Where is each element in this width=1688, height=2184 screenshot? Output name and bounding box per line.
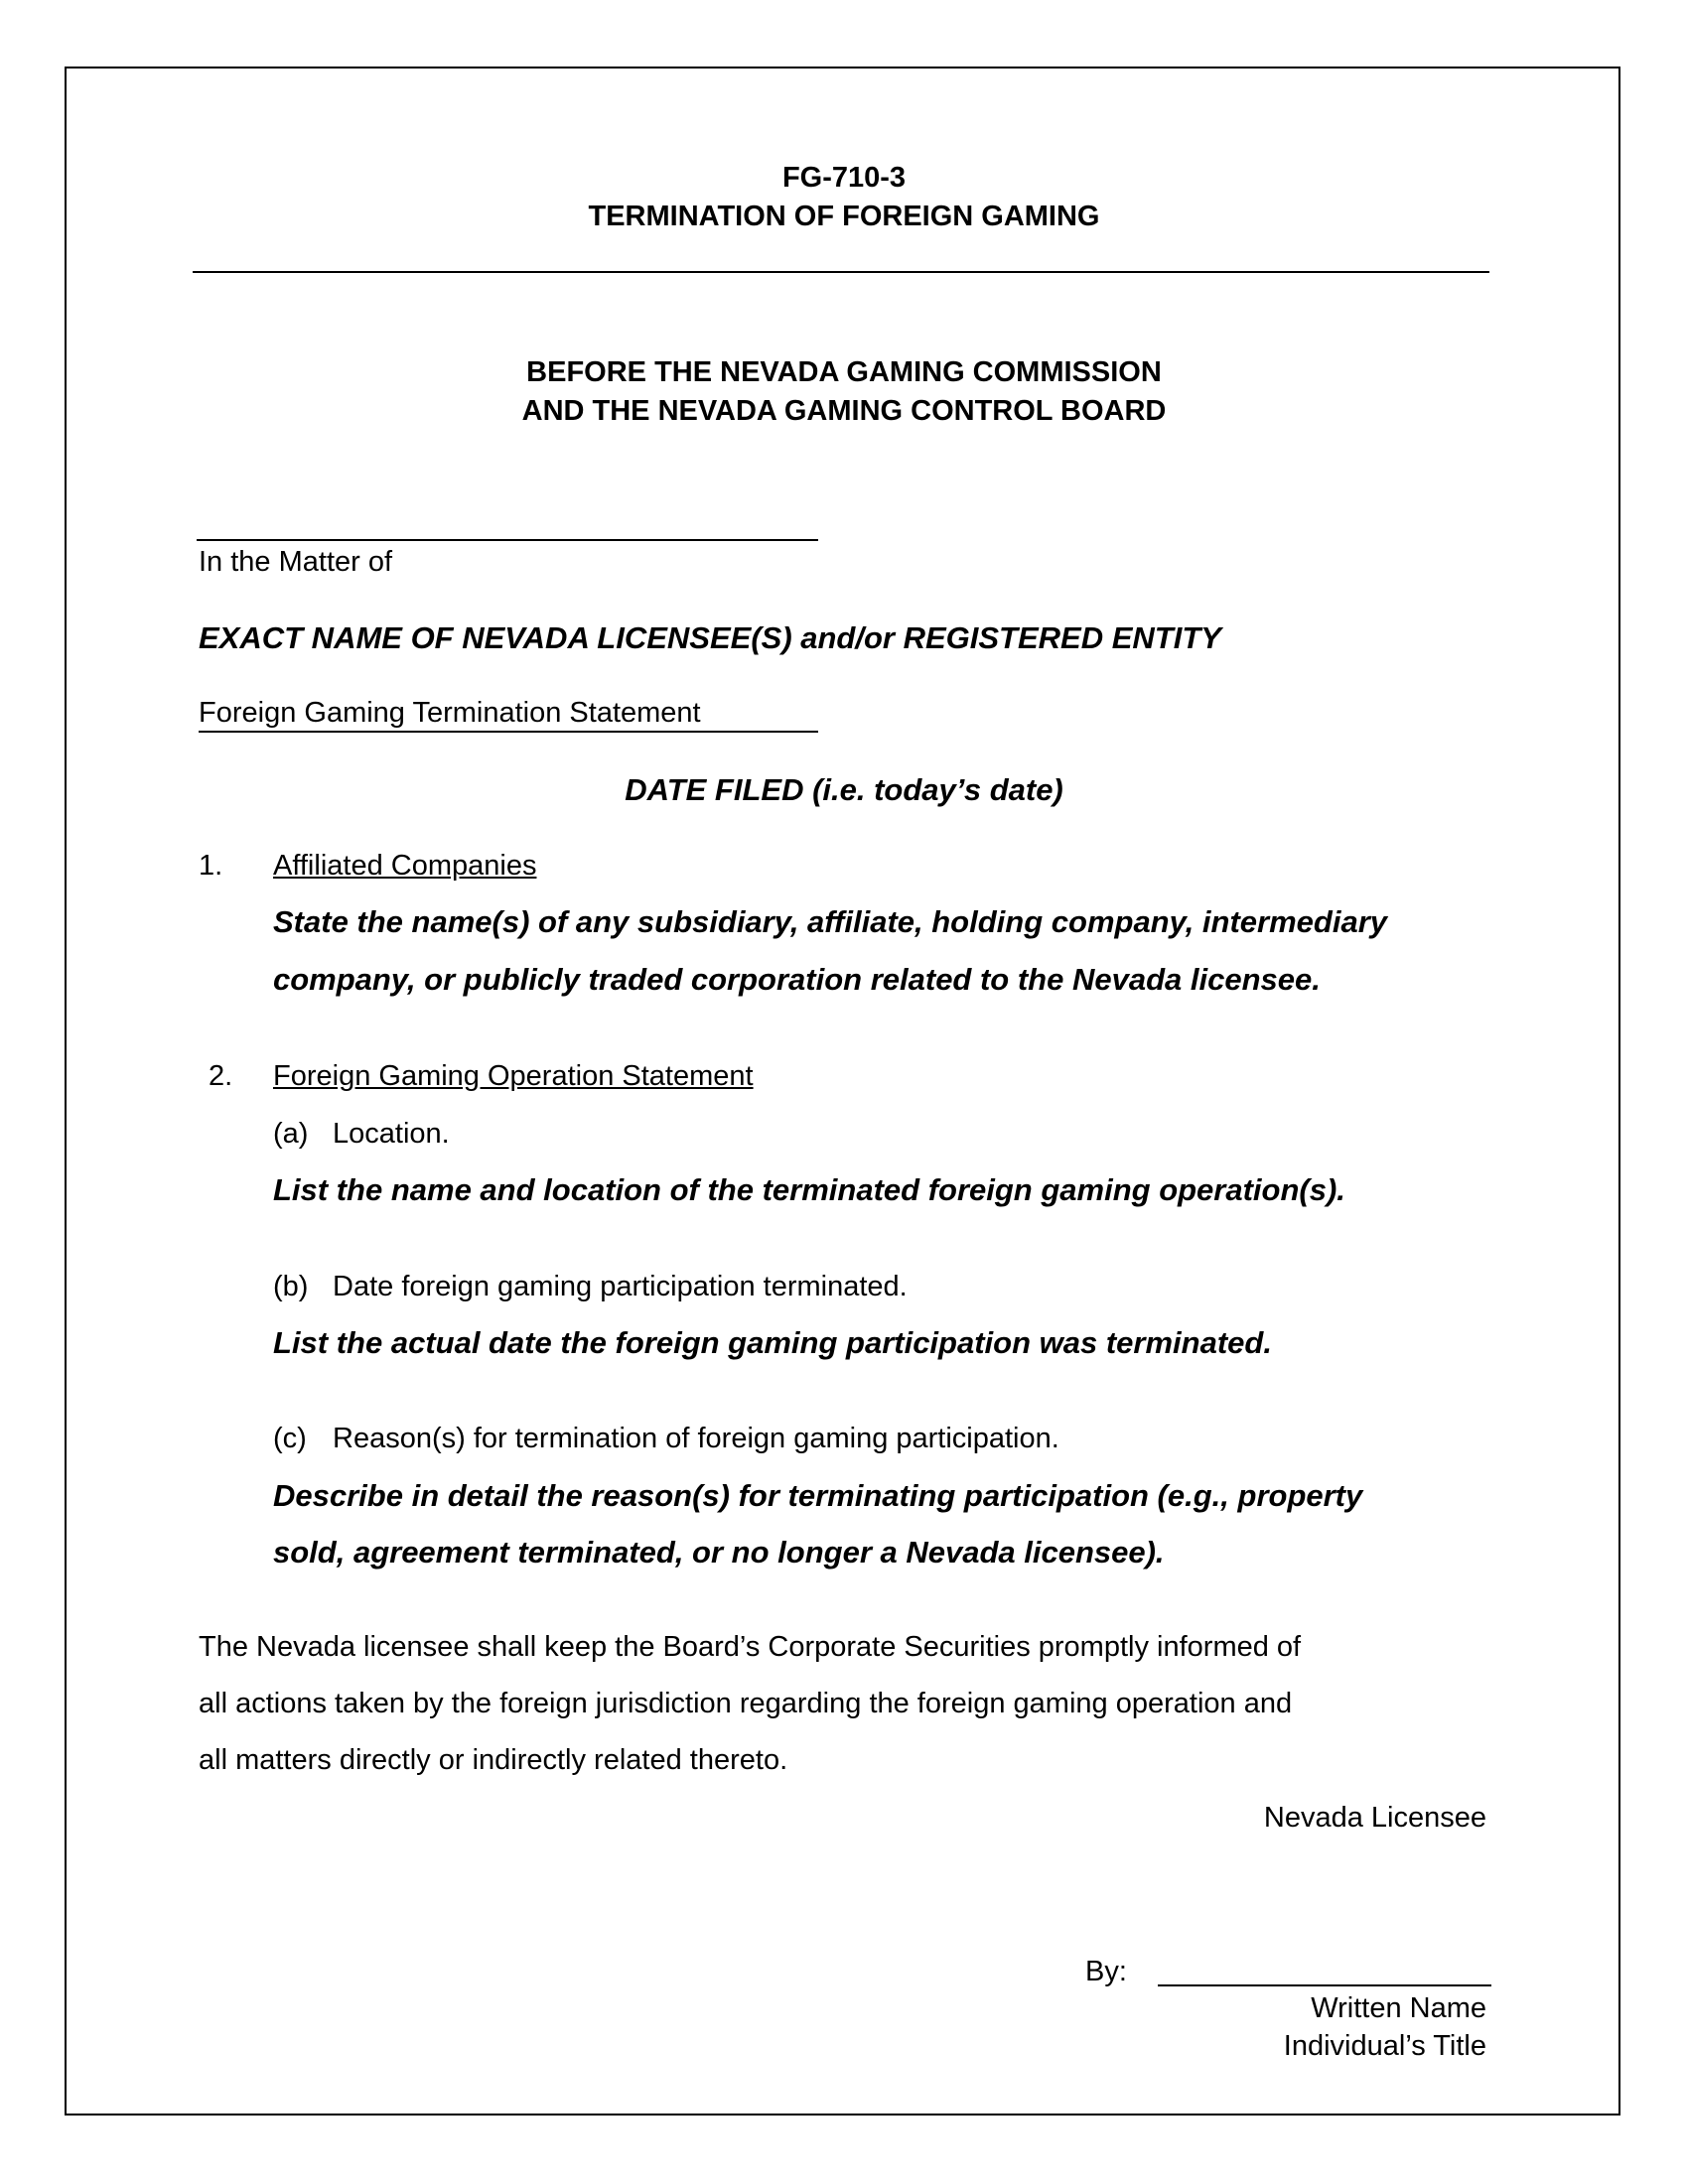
statement-title: Foreign Gaming Termination Statement: [199, 695, 818, 733]
matter-signature-line: [197, 539, 818, 541]
form-title: TERMINATION OF FOREIGN GAMING: [588, 201, 1100, 232]
entity-name: EXACT NAME OF NEVADA LICENSEE(S) and/or REGISTERED ENTITY: [199, 620, 1221, 655]
individual-title-label: Individual’s Title: [1283, 2030, 1486, 2062]
signature-line: [1158, 1984, 1491, 1986]
by-label: By:: [1085, 1956, 1127, 1987]
section-1-instruction-line-1: State the name(s) of any subsidiary, affiliate, holding company, intermediary: [273, 904, 1388, 939]
written-name-label: Written Name: [1311, 1992, 1486, 2024]
section-1-heading: Affiliated Companies: [273, 850, 537, 882]
caption-line-2: AND THE NEVADA GAMING CONTROL BOARD: [521, 395, 1167, 427]
date-filed: DATE FILED (i.e. today’s date): [625, 772, 1063, 807]
section-2-heading: Foreign Gaming Operation Statement: [273, 1060, 754, 1092]
caption-line-1: BEFORE THE NEVADA GAMING COMMISSION: [526, 356, 1162, 388]
section-2-number: 2.: [209, 1060, 233, 1092]
header-divider: [193, 271, 1489, 273]
section-2a-instruction: List the name and location of the terminated foreign gaming operation(s).: [273, 1172, 1345, 1207]
section-2b-text: Date foreign gaming participation terminated.: [333, 1271, 908, 1302]
matter-label: In the Matter of: [199, 546, 393, 578]
section-2a-label: (a): [273, 1118, 309, 1150]
section-2b-instruction: List the actual date the foreign gaming participation was terminated.: [273, 1325, 1272, 1360]
section-2c-text: Reason(s) for termination of foreign gaming participation.: [333, 1423, 1059, 1454]
nevada-licensee-label: Nevada Licensee: [1263, 1802, 1486, 1834]
section-2c-label: (c): [273, 1423, 307, 1454]
section-2b-label: (b): [273, 1271, 309, 1302]
section-2c-instruction-line-2: sold, agreement terminated, or no longer a Nevada licensee).: [273, 1535, 1165, 1570]
section-1-instruction-line-2: company, or publicly traded corporation related to the Nevada licensee.: [273, 962, 1321, 997]
closing-line-3: all matters directly or indirectly related thereto.: [199, 1744, 788, 1776]
section-2c-instruction-line-1: Describe in detail the reason(s) for terminating participation (e.g., property: [273, 1478, 1363, 1513]
section-1-number: 1.: [199, 850, 223, 882]
closing-line-1: The Nevada licensee shall keep the Board’s Corporate Securities promptly informed of: [199, 1631, 1302, 1663]
form-number: FG-710-3: [781, 162, 907, 194]
section-2a-text: Location.: [333, 1118, 450, 1150]
closing-line-2: all actions taken by the foreign jurisdiction regarding the foreign gaming operation and: [199, 1688, 1293, 1719]
